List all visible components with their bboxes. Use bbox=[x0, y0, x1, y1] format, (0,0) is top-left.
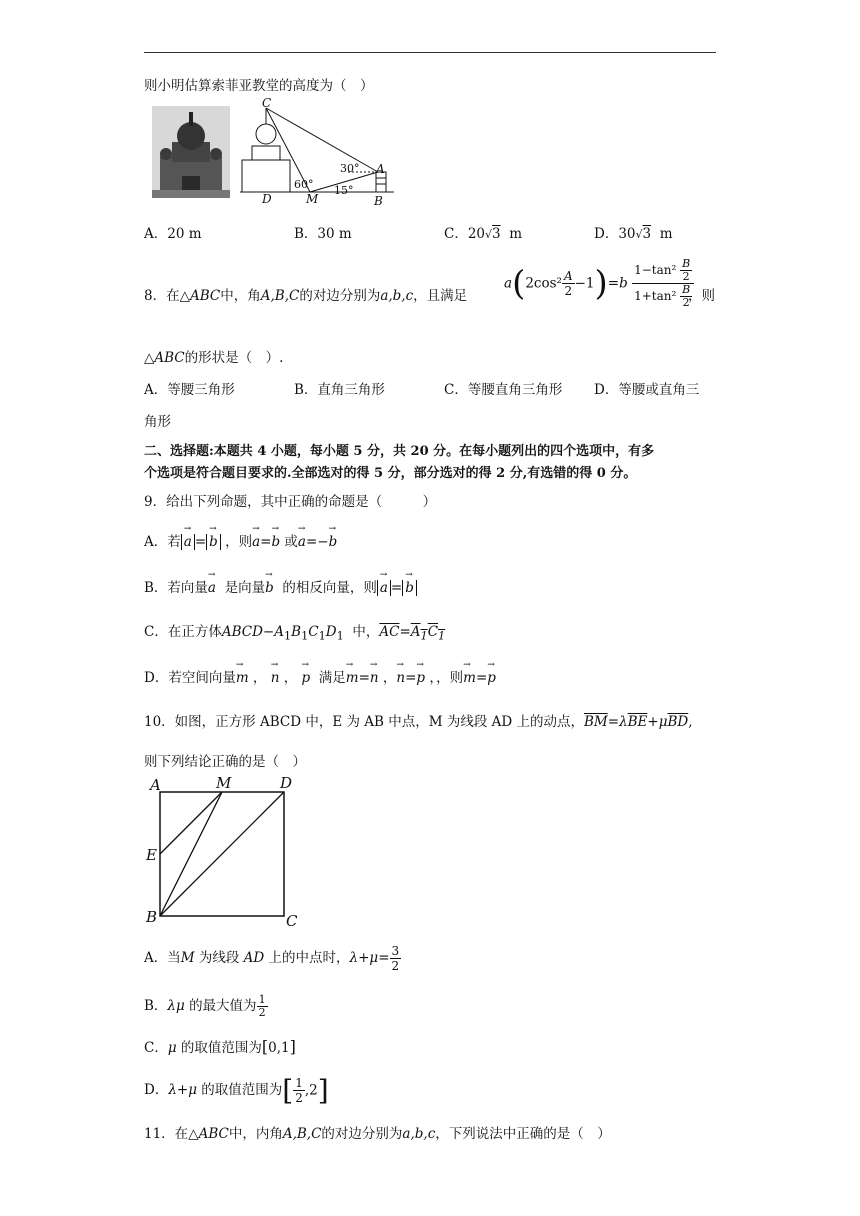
q9-option-b: B．若向量→ a 是向量→ b 的相反向量，则 → a = → b bbox=[144, 576, 417, 596]
q8-option-a: A．等腰三角形 bbox=[144, 382, 235, 398]
q7-option-b: B．30 m bbox=[294, 226, 352, 242]
q9-stem: 9．给出下列命题，其中正确的命题是（ ） bbox=[144, 494, 437, 510]
q9-option-d: D．若空间向量→ m ， → n ， → p 满足→ m=→ n ，→ n=→ p ，，则→ m=→ p bbox=[144, 666, 496, 686]
q8-option-b: B．直角三角形 bbox=[294, 382, 385, 398]
q8-option-c: C．等腰直角三角形 bbox=[444, 382, 563, 398]
section2-line2: 个选项是符合题目要求的.全部选对的得 5 分，部分选对的得 2 分,有选错的得 0 分。 bbox=[144, 466, 637, 481]
q8-tail: ，则 bbox=[688, 288, 715, 304]
fig7-label-d: D bbox=[262, 192, 272, 206]
fig7-label-c: C bbox=[262, 96, 272, 110]
q11-stem: 11．在△ABC中，内角A,B,C的对边分别为a,b,c，下列说法中正确的是（ ） bbox=[144, 1126, 611, 1142]
fig10-label-c: C bbox=[286, 912, 298, 930]
fig7-angle-60: 60° bbox=[294, 178, 314, 191]
fig10-label-e: E bbox=[146, 846, 157, 864]
fig7-label-b: B bbox=[374, 194, 383, 208]
fig7-angle-30: 30° bbox=[340, 162, 360, 175]
q8-option-d: D．等腰或直角三 bbox=[594, 382, 700, 398]
q7-stem: 则小明估算索菲亚教堂的高度为（ ） bbox=[144, 78, 374, 94]
fig7-label-m: M bbox=[306, 192, 319, 206]
fig10-label-b: B bbox=[146, 908, 158, 926]
q10-line2: 则下列结论正确的是（ ） bbox=[144, 754, 306, 770]
q8-option-d-wrap: 角形 bbox=[144, 414, 171, 430]
fig10-label-a: A bbox=[150, 776, 161, 794]
fig10-label-m: M bbox=[216, 774, 232, 792]
q10-option-b: B．λμ 的最大值为 $\frac{1}{2}$ bbox=[144, 993, 266, 1019]
church-photo bbox=[152, 106, 230, 198]
fig7-angle-15: 15° bbox=[334, 184, 354, 197]
q10-option-a: A．当M 为线段 AD 上的中点时，λ+μ= $\frac{3}{2}$ bbox=[144, 944, 400, 973]
q10-option-d: D．λ+μ 的取值范围为[ $\frac{1}{2}$ ,2] bbox=[144, 1074, 329, 1107]
section2-line1: 二、选择题:本题共 4 小题，每小题 5 分，共 20 分。在每小题列出的四个选项中，有多 bbox=[144, 444, 655, 459]
q10-line1: 10．如图，正方形 ABCD 中，E 为 AB 中点，M 为线段 AD 上的动点，$\overline{BM}=\lambda\overline{BE}+\mu\overline{BD}$, bbox=[144, 714, 693, 730]
fig10-label-d: D bbox=[280, 774, 293, 792]
q9-option-c: C．在正方体$ABCD-A_1B_1C_1D_1$ 中，$\overline{AC}=A_1C_1$ bbox=[144, 624, 446, 643]
q10-figure bbox=[144, 772, 306, 930]
q8-stem: 8．在△ABC中，角A,B,C的对边分别为a,b,c，且满足 bbox=[144, 288, 468, 304]
q8-line2: △ABC的形状是（ ）. bbox=[144, 350, 284, 366]
fig7-label-a: A bbox=[376, 162, 385, 176]
q7-option-c: C．20√3 m bbox=[444, 226, 523, 242]
q8-equation: a(2cos² $\frac{A}{2}$ −1)=b 1−tan² $\frac{B}{2}$ 1+tan² $\frac{B}{2}$ bbox=[504, 258, 694, 309]
q9-option-a: A．若 → a = → b ，则→ a=→ b 或→ a=−→ b bbox=[144, 530, 337, 550]
q7-option-d: D．30√3 m bbox=[594, 226, 673, 242]
q7-option-a: A．20 m bbox=[144, 226, 202, 242]
q10-option-c: C．μ 的取值范围为[0,1] bbox=[144, 1037, 296, 1056]
header-rule bbox=[144, 52, 716, 53]
q7-figure bbox=[236, 98, 398, 206]
